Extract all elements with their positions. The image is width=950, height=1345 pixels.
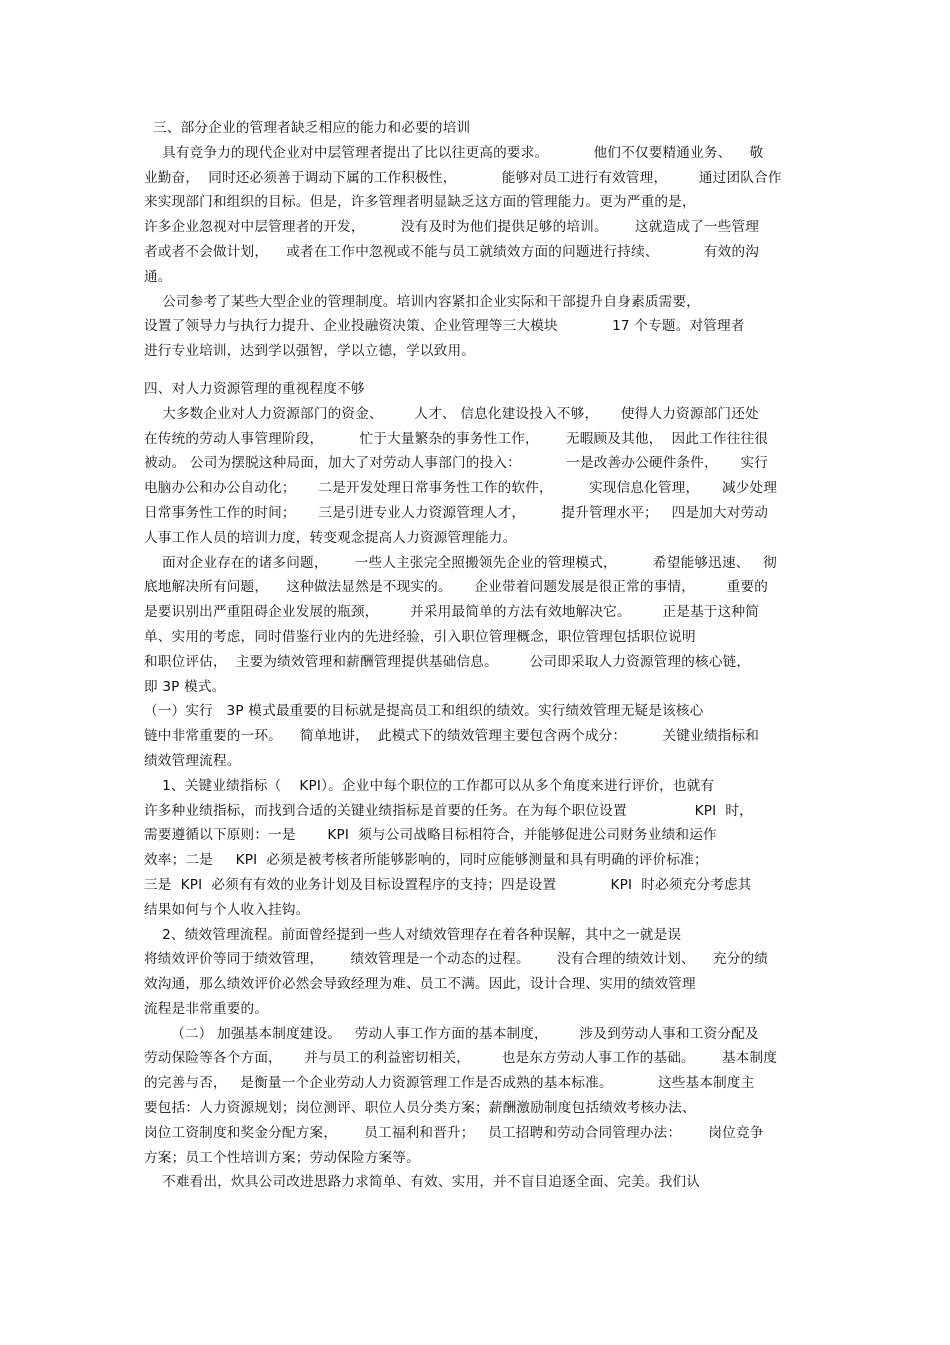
text-line: 底地解决所有问题， 这种做法显然是不现实的。 企业带着问题发展是很正常的事情， 重要的 [144, 579, 769, 596]
text-line: 效率；二是 KPI 必须是被考核者所能够影响的，同时应能够测量和具有明确的评价标准； [144, 852, 708, 869]
text-line: 被动。 公司为摆脱这种局面，加大了对劳动人事部门的投入： 一是改善办公硬件条件， 实行 [144, 455, 769, 472]
text-line: 大多数企业对人力资源部门的资金、 人才、 信息化建设投入不够， 使得人力资源部门还处 [144, 405, 759, 422]
text-line: 设置了领导力与执行力提升、企业投融资决策、企业管理等三大模块 17 个专题。对管理者 [144, 318, 745, 335]
text-line: 具有竞争力的现代企业对中层管理者提出了比以往更高的要求。 他们不仅要精通业务、 敬 [144, 144, 764, 161]
section3-paragraph-2 [144, 290, 809, 364]
section-heading-3: 三、部分企业的管理者缺乏相应的能力和必要的培训 [144, 120, 471, 136]
text-line: 者或者不会做计划， 或者在工作中忽视或不能与员工就绩效方面的问题进行持续、 有效的沟 [144, 243, 760, 260]
text-line: 1、关键业绩指标（ KPI）。企业中每个职位的工作都可以从多个角度来进行评价，也就有 [144, 777, 715, 794]
text-line: （一）实行 3P 模式最重要的目标就是提高员工和组织的绩效。实行绩效管理无疑是该核心 [144, 703, 704, 720]
text-line: 需要遵循以下原则：一是 KPI 须与公司战略目标相符合，并能够促进公司财务业绩和运作 [144, 827, 717, 844]
text-line: 不难看出，炊具公司改进思路力求简单、有效、实用，并不盲目追逐全面、完美。我们认 [144, 1174, 701, 1191]
performance-process-point [144, 923, 809, 1022]
closing-paragraph [144, 1170, 809, 1195]
section3-paragraph-1 [144, 141, 809, 290]
section4-paragraph-1 [144, 402, 809, 551]
text-line: 将绩效评价等同于绩效管理， 绩效管理是一个动态的过程。 没有合理的绩效计划、 充分的绩 [144, 951, 769, 968]
text-line: 和职位评估， 主要为绩效管理和薪酬管理提供基础信息。 公司即采取人力资源管理的核心链， [144, 653, 751, 670]
text-line: 的完善与否， 是衡量一个企业劳动人力资源管理工作是否成熟的基本标准。 这些基本制度主 [144, 1075, 755, 1092]
text-line: 在传统的劳动人事管理阶段， 忙于大量繁杂的事务性工作， 无暇顾及其他， 因此工作往往很 [144, 430, 769, 447]
kpi-point [144, 774, 809, 923]
document-body [144, 116, 809, 1195]
subsection-1 [144, 699, 809, 773]
text-line: （二） 加强基本制度建设。 劳动人事工作方面的基本制度， 涉及到劳动人事和工资分配及 [144, 1025, 759, 1042]
text-line: 方案；员工个性培训方案；劳动保险方案等。 [144, 1149, 420, 1166]
text-line: 单、实用的考虑，同时借鉴行业内的先进经验，引入职位管理概念，职位管理包括职位说明 [144, 628, 696, 645]
text-line: 效沟通，那么绩效评价必然会导致经理为难、员工不满。因此，设计合理、实用的绩效管理 [144, 976, 696, 993]
text-line: 公司参考了某些大型企业的管理制度。培训内容紧扣企业实际和干部提升自身素质需要， [144, 293, 701, 310]
text-line: 三是 KPI 必须有有效的业务计划及目标设置程序的支持；四是设置 KPI 时必须充分考虑其 [144, 876, 752, 893]
section-spacer [144, 364, 809, 377]
section-heading-4: 四、对人力资源管理的重视程度不够 [144, 380, 365, 397]
text-line: 进行专业培训，达到学以强智，学以立德，学以致用。 [144, 343, 476, 360]
text-line: 来实现部门和组织的目标。但是，许多管理者明显缺乏这方面的管理能力。更为严重的是， [144, 194, 696, 211]
text-line: 2、绩效管理流程。前面曾经提到一些人对绩效管理存在着各种误解，其中之一就是误 [144, 926, 682, 943]
text-line: 业勤奋， 同时还必须善于调动下属的工作积极性， 能够对员工进行有效管理， 通过团队合作 [144, 169, 782, 186]
text-line: 许多企业忽视对中层管理者的开发， 没有及时为他们提供足够的培训。 这就造成了一些管理 [144, 219, 760, 236]
text-line: 流程是非常重要的。 [144, 1000, 269, 1017]
text-line: 链中非常重要的一环。 简单地讲， 此模式下的绩效管理主要包含两个成分： 关键业绩指标和 [144, 728, 760, 745]
section4-paragraph-2 [144, 551, 809, 700]
text-line: 要包括：人力资源规划；岗位测评、职位人员分类方案；薪酬激励制度包括绩效考核办法、 [144, 1100, 696, 1117]
subsection-2 [144, 1022, 809, 1171]
text-line: 即 3P 模式。 [144, 678, 226, 695]
text-line: 人事工作人员的培训力度，转变观念提高人力资源管理能力。 [144, 529, 517, 546]
text-line: 日常事务性工作的时间； 三是引进专业人力资源管理人才， 提升管理水平； 四是加大对劳动 [144, 504, 769, 521]
text-line: 通。 [144, 268, 172, 285]
text-line: 电脑办公和办公自动化； 二是开发处理日常事务性工作的软件， 实现信息化管理， 减少处理 [144, 480, 778, 497]
text-line: 绩效管理流程。 [144, 752, 241, 769]
text-line: 劳动保险等各个方面， 并与员工的利益密切相关， 也是东方劳动人事工作的基础。 基本制度 [144, 1050, 778, 1067]
text-line: 是要识别出严重阻碍企业发展的瓶颈， 并采用最简单的方法有效地解决它。 正是基于这种简 [144, 604, 760, 621]
text-line: 面对企业存在的诸多问题， 一些人主张完全照搬领先企业的管理模式， 希望能够迅速、 彻 [144, 554, 777, 571]
text-line: 岗位工资制度和奖金分配方案， 员工福利和晋升； 员工招聘和劳动合同管理办法： 岗位竞争 [144, 1124, 764, 1141]
text-line: 许多种业绩指标，而找到合适的关键业绩指标是首要的任务。在为每个职位设置 KPI 时， [144, 802, 753, 819]
text-line: 结果如何与个人收入挂钩。 [144, 901, 310, 918]
